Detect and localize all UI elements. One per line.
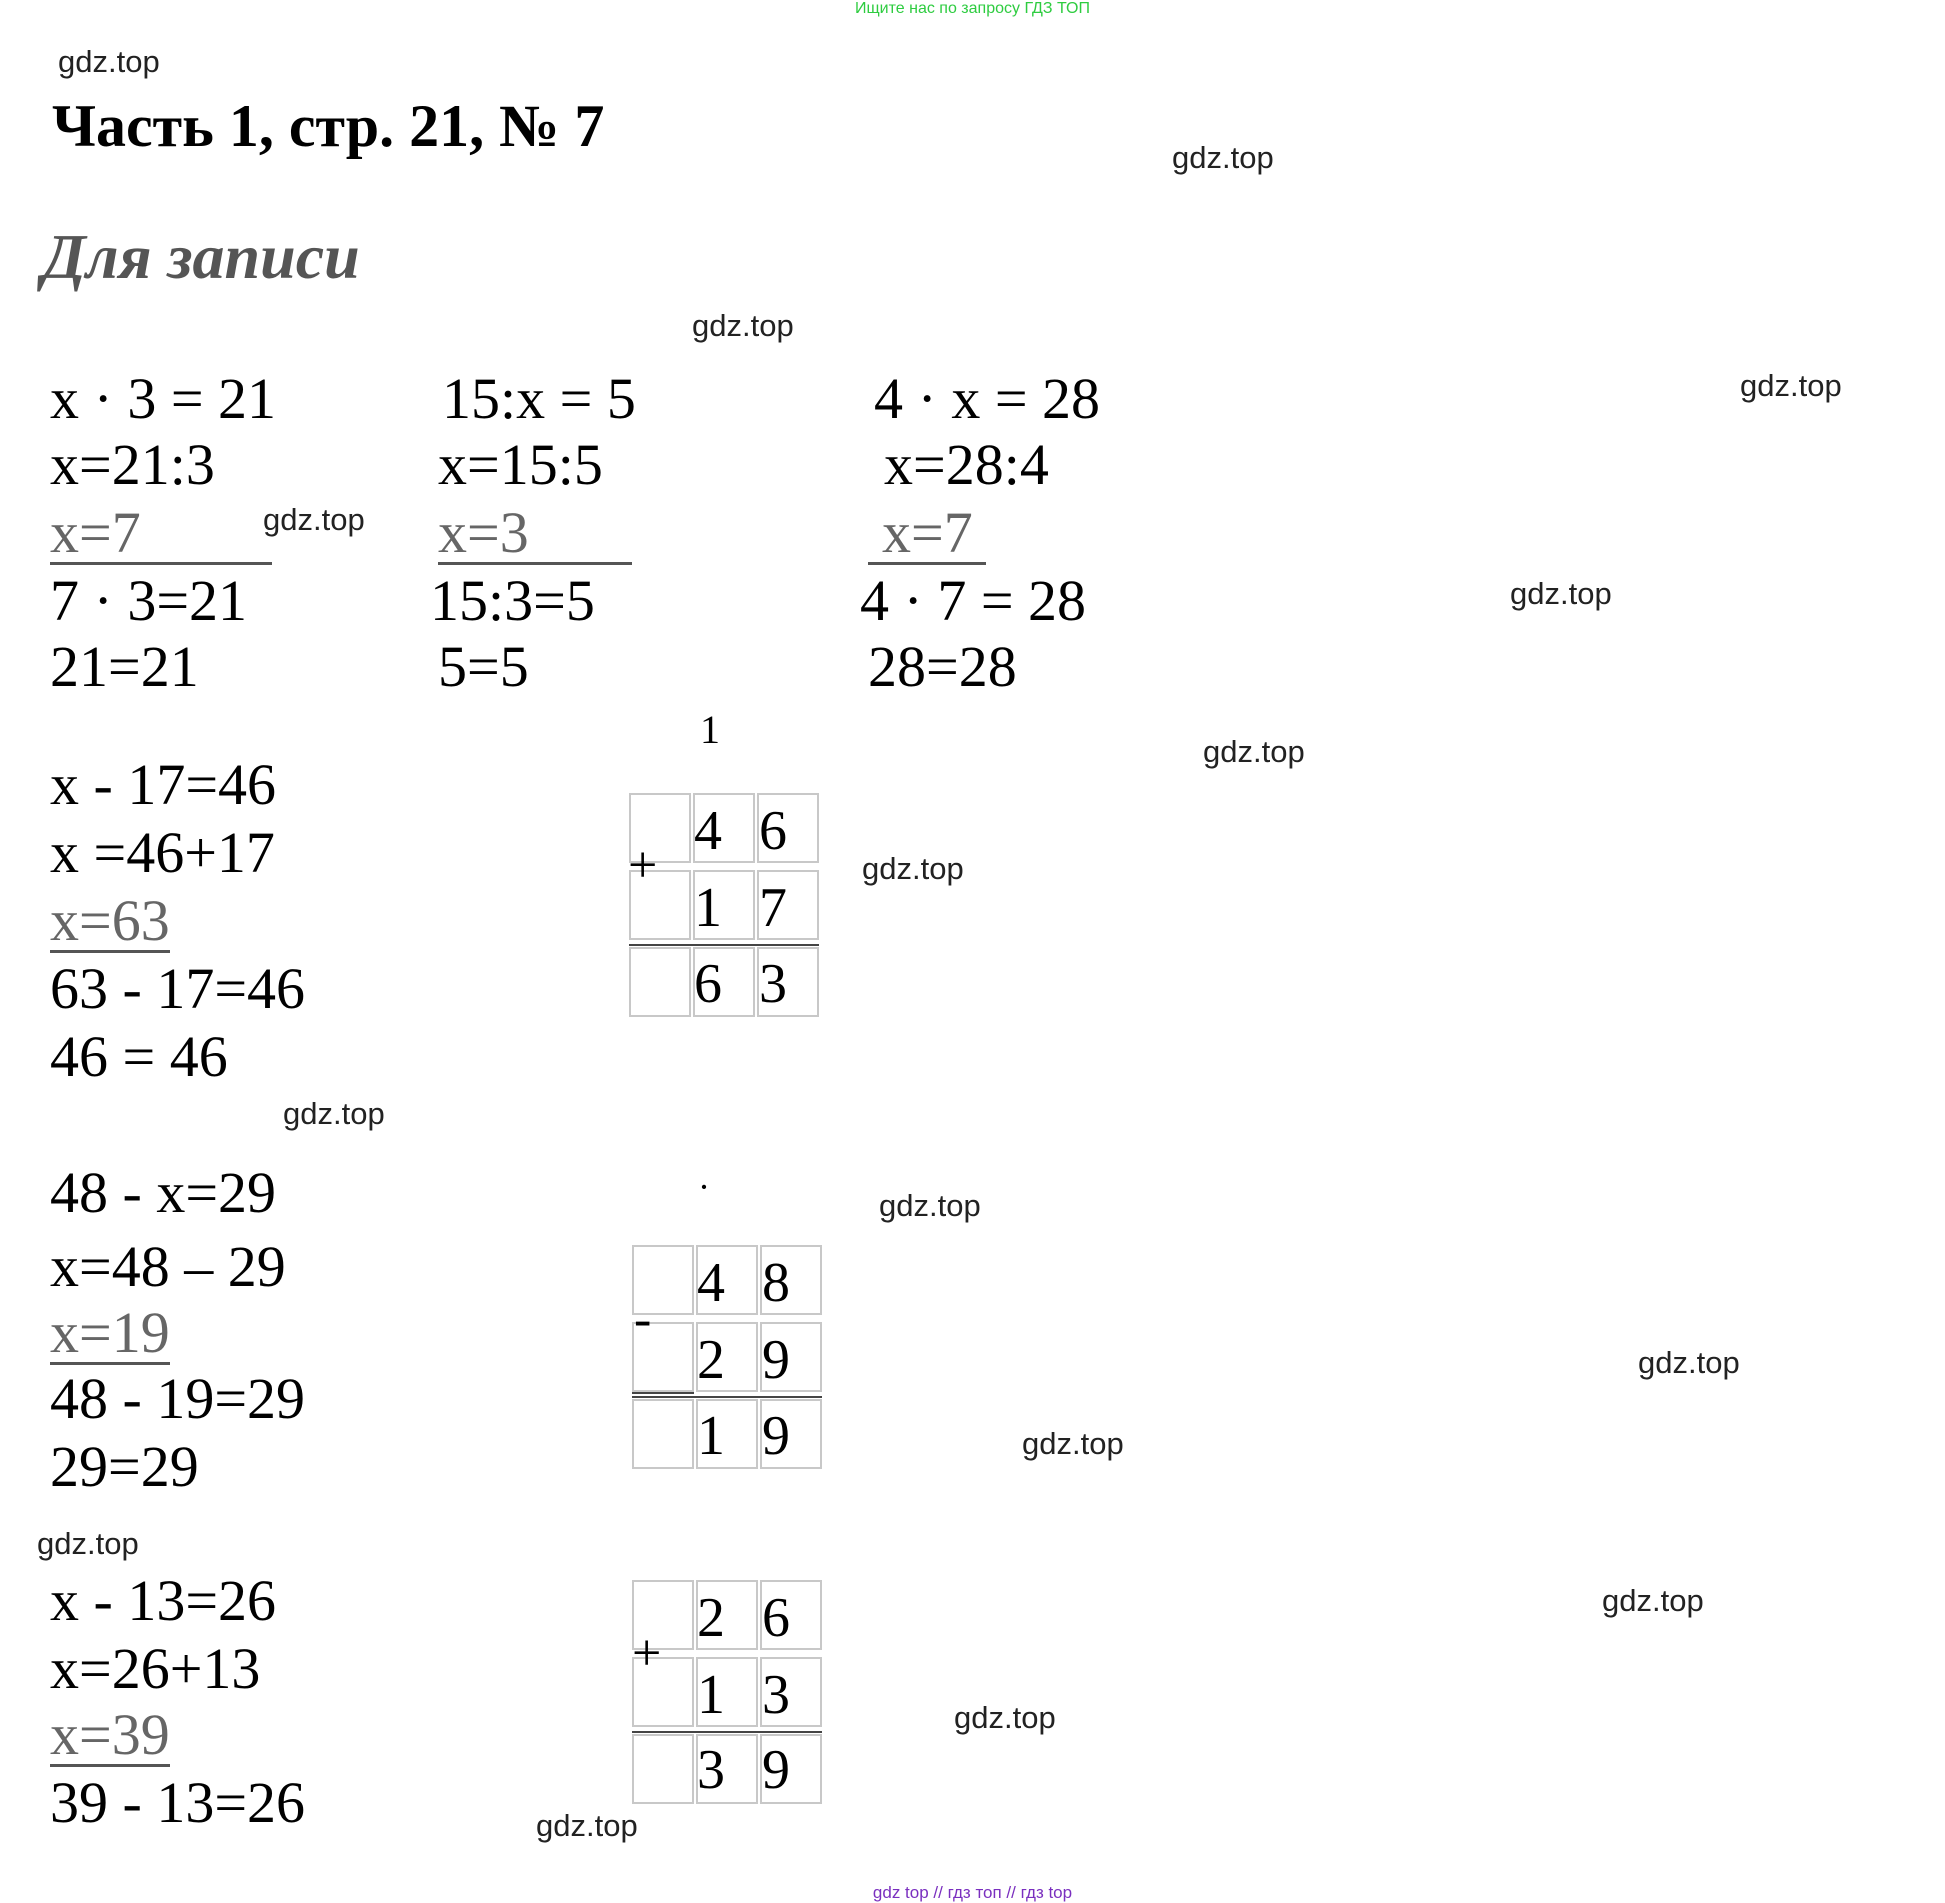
carry-mark: ·	[698, 1167, 710, 1207]
digit: 2	[697, 1329, 725, 1391]
equation-line: x=48 – 29	[50, 1234, 286, 1299]
digit: 4	[697, 1252, 725, 1314]
check-result: 29=29	[50, 1434, 199, 1499]
digit: 7	[759, 877, 787, 939]
top-banner[interactable]: Ищите нас по запросу ГДЗ ТОП	[855, 0, 1090, 17]
digit: 8	[762, 1252, 790, 1314]
watermark: gdz.top	[862, 851, 964, 886]
equation-line: x - 17=46	[50, 752, 277, 817]
check-line: 63 - 17=46	[50, 956, 306, 1021]
answer-line: x=39	[50, 1702, 170, 1767]
watermark: gdz.top	[1740, 368, 1842, 403]
digit: 9	[762, 1405, 790, 1467]
digit: 2	[697, 1587, 725, 1649]
check-line: 48 - 19=29	[50, 1366, 306, 1431]
answer-line: x=63	[50, 888, 170, 953]
plus-sign: +	[632, 1625, 662, 1682]
watermark: gdz.top	[692, 308, 794, 343]
watermark: gdz.top	[1203, 734, 1305, 769]
plus-sign: +	[628, 837, 658, 894]
equation-line: 48 - x=29	[50, 1160, 277, 1225]
answer-line: x=19	[50, 1300, 170, 1365]
digit: 6	[694, 953, 722, 1015]
equation-line: x =46+17	[50, 820, 275, 885]
equation-line: x=28:4	[884, 432, 1049, 497]
watermark: gdz.top	[37, 1526, 139, 1561]
equation-line: x · 3 = 21	[50, 366, 277, 431]
answer-line: x=3	[438, 504, 632, 565]
equation-line: x - 13=26	[50, 1568, 277, 1633]
digit: 1	[697, 1405, 725, 1467]
digit: 1	[697, 1664, 725, 1726]
answer-line: x=7	[868, 504, 986, 565]
page-title: Часть 1, стр. 21, № 7	[52, 93, 605, 159]
check-line: 7 · 3=21	[50, 568, 248, 633]
watermark: gdz.top	[954, 1700, 1056, 1735]
watermark: gdz.top	[1638, 1345, 1740, 1380]
equation-line: x=21:3	[50, 432, 215, 497]
check-line: 4 · 7 = 28	[860, 568, 1087, 633]
equation-line: 4 · x = 28	[874, 366, 1101, 431]
watermark: gdz.top	[879, 1188, 981, 1223]
check-line: 15:3=5	[430, 568, 595, 633]
digit: 3	[762, 1664, 790, 1726]
watermark: gdz.top	[1602, 1583, 1704, 1618]
carry-mark: 1	[700, 707, 720, 752]
check-result: 21=21	[50, 634, 199, 699]
check-result: 5=5	[438, 634, 529, 699]
digit: 1	[694, 877, 722, 939]
check-result: 46 = 46	[50, 1024, 228, 1089]
watermark: gdz.top	[283, 1096, 385, 1131]
watermark: gdz.top	[1510, 576, 1612, 611]
section-subtitle: Для записи	[42, 221, 360, 292]
digit: 4	[694, 800, 722, 862]
watermark: gdz.top	[1172, 140, 1274, 175]
digit: 9	[762, 1739, 790, 1801]
minus-sign: -	[634, 1291, 652, 1348]
watermark: gdz.top	[536, 1808, 638, 1843]
equation-line: x=15:5	[438, 432, 603, 497]
digit: 9	[762, 1329, 790, 1391]
digit: 6	[762, 1587, 790, 1649]
digit: 6	[759, 800, 787, 862]
watermark: gdz.top	[1022, 1426, 1124, 1461]
digit: 3	[697, 1739, 725, 1801]
equation-line: 15:x = 5	[442, 366, 636, 431]
footer-links[interactable]: gdz top // гдз топ // гдз top	[872, 1883, 1073, 1902]
check-line: 39 - 13=26	[50, 1770, 306, 1835]
check-result: 28=28	[868, 634, 1017, 699]
equation-line: x=26+13	[50, 1636, 261, 1701]
digit: 3	[759, 953, 787, 1015]
answer-line: x=7	[50, 504, 272, 565]
watermark: gdz.top	[58, 44, 160, 79]
watermark: gdz.top	[263, 502, 365, 537]
